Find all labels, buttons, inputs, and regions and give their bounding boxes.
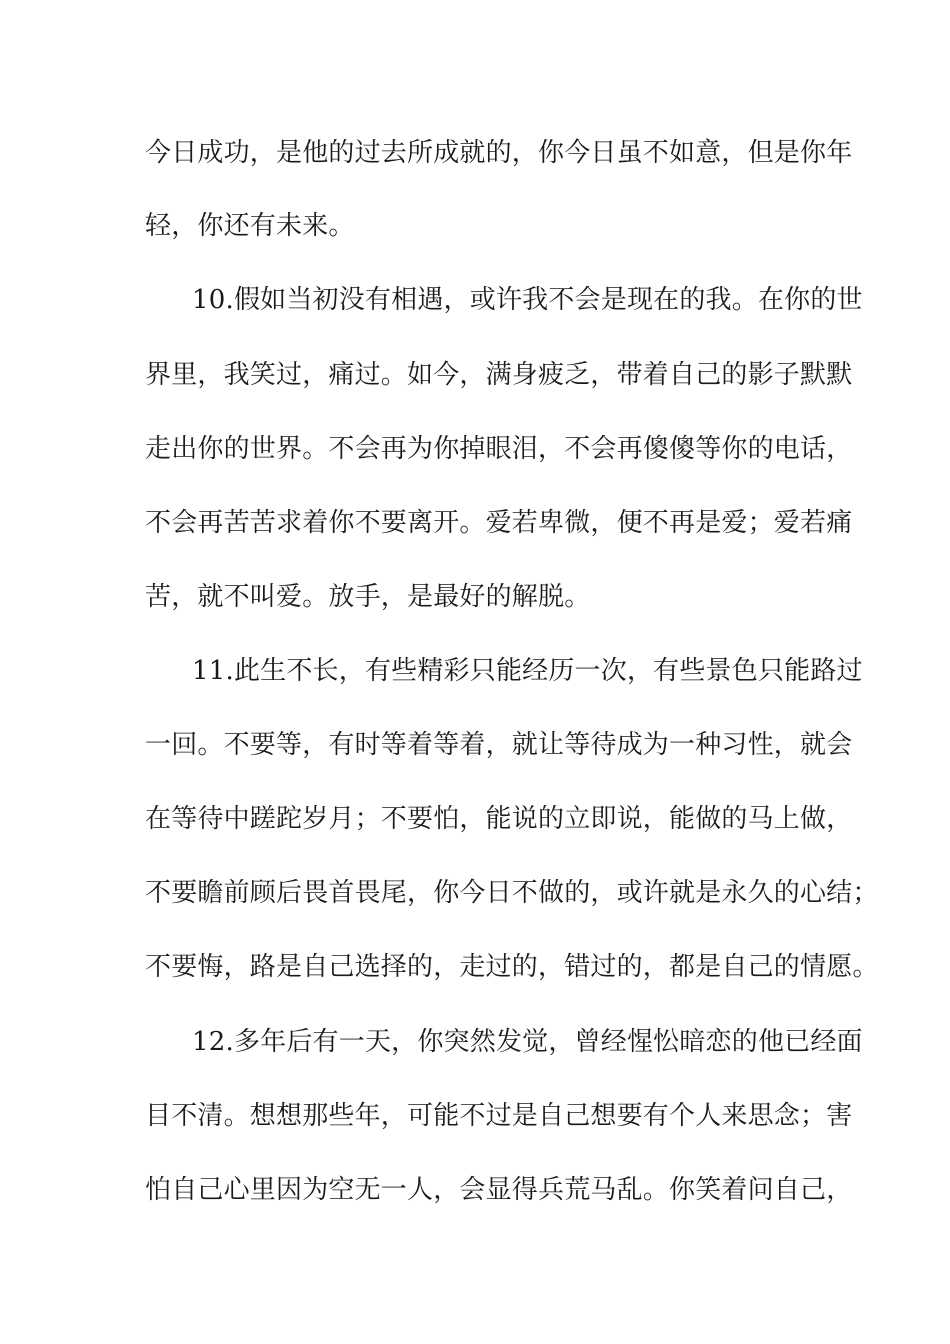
text-line: 轻，你还有未来。 [145,211,355,241]
text-line: 今日成功，是他的过去所成就的，你今日虽不如意，但是你年 [145,138,853,168]
text-line: 不会再苦苦求着你不要离开。爱若卑微，便不再是爱；爱若痛 [145,508,853,538]
text-line: 走出你的世界。不会再为你掉眼泪，不会再傻傻等你的电话， [145,434,853,464]
paragraph-start-line: 10.假如当初没有相遇，或许我不会是现在的我。在你的世 [192,285,863,315]
text-line: 苦，就不叫爱。放手，是最好的解脱。 [145,582,591,612]
text-line: 界里，我笑过，痛过。如今，满身疲乏，带着自己的影子默默 [145,360,853,390]
text-line: 不要瞻前顾后畏首畏尾，你今日不做的，或许就是永久的心结； [145,878,879,908]
text-line: 在等待中蹉跎岁月；不要怕，能说的立即说，能做的马上做， [145,804,853,834]
paragraph-start-line: 11.此生不长，有些精彩只能经历一次，有些景色只能路过 [192,656,863,686]
text-line: 怕自己心里因为空无一人，会显得兵荒马乱。你笑着问自己， [145,1175,853,1205]
text-line: 不要悔，路是自己选择的，走过的，错过的，都是自己的情愿。 [145,952,879,982]
paragraph-start-line: 12.多年后有一天，你突然发觉，曾经惺忪暗恋的他已经面 [192,1027,863,1057]
text-line: 一回。不要等，有时等着等着，就让等待成为一种习性，就会 [145,730,853,760]
text-line: 目不清。想想那些年，可能不过是自己想要有个人来思念；害 [145,1101,853,1131]
